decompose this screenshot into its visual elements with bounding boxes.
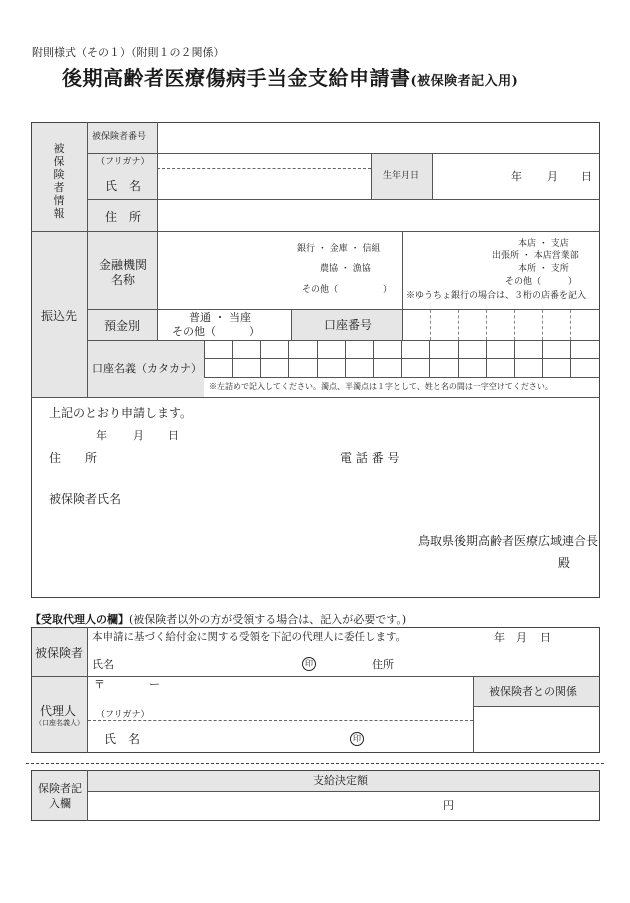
name-label: 氏 名 (105, 179, 142, 193)
declaration-day: 日 (168, 429, 179, 442)
line (87, 627, 88, 753)
agent-heading-note: (被保険者以外の方が受領する場合は、記入が必要です。) (129, 613, 407, 626)
kana-cell-divider (401, 340, 402, 377)
line (291, 309, 292, 340)
agent-furigana-label: （フリガナ） (96, 710, 150, 720)
kana-cell-divider (288, 340, 289, 377)
cut-line (26, 763, 604, 764)
branch-line3: 本所 ・ 支所 (518, 264, 569, 274)
kana-cell-divider (232, 340, 233, 377)
account-digit-divider (430, 310, 431, 340)
line (88, 791, 600, 792)
agent-sub-label: （口座名義人） (35, 719, 84, 727)
agent-heading-bold: 【受取代理人の欄】 (30, 613, 129, 626)
line (31, 397, 600, 398)
line (371, 153, 372, 199)
address-label: 住 所 (105, 210, 142, 224)
line (87, 122, 88, 397)
insurer-label (38, 781, 82, 811)
bank-types-line2: 農協 ・ 漁協 (320, 264, 371, 274)
account-digit-divider (570, 310, 571, 340)
deposit-label: 預金別 (104, 319, 141, 333)
branch-line4: その他（ ） (505, 277, 578, 287)
line (87, 770, 88, 821)
kana-cell-divider (458, 340, 459, 377)
kana-cell-divider (542, 340, 543, 377)
line (31, 676, 600, 677)
furigana-label: （フリガナ） (96, 157, 150, 167)
line (204, 340, 205, 377)
line (204, 358, 600, 359)
birth-month: 月 (547, 170, 558, 183)
kana-cell-divider (373, 340, 374, 377)
agent-heading (30, 614, 406, 625)
kana-cell-divider (260, 340, 261, 377)
insured-section-label: 被保険者情報 (53, 142, 65, 220)
bank-types-line1: 銀行 ・ 金庫 ・ 信組 (297, 244, 381, 254)
kana-cell-divider (345, 340, 346, 377)
agent-insured-label: 被保険者 (35, 646, 84, 660)
form-code: 附則様式（その１）（附則１の２関係） (32, 46, 225, 59)
relation-label: 被保険者との関係 (489, 685, 577, 698)
deposit-types-line2: その他（ ） (172, 325, 260, 338)
birth-day: 日 (581, 170, 592, 183)
bank-label (98, 258, 148, 288)
addressee: 鳥取県後期高齢者医療広域連合長 (418, 534, 599, 548)
yen-label: 円 (443, 799, 454, 812)
line (157, 122, 158, 340)
line (204, 377, 600, 378)
kana-cell-divider (429, 340, 430, 377)
yucho-note: ※ゆうちょ銀行の場合は、３桁の店番を記入 (406, 291, 587, 301)
page-title (62, 68, 518, 88)
delegation-text: 本申請に基づく給付金に関する受領を下記の代理人に委任します。 (92, 631, 407, 643)
title-main: 後期高齢者医療傷病手当金支給申請書 (62, 66, 411, 90)
honorific: 殿 (558, 556, 571, 570)
kana-cell-divider (514, 340, 515, 377)
birth-year: 年 (511, 170, 522, 183)
holder-note: ※左詰めで記入してください。濁点、半濁点は１字として、姓と名の間は一字空けてください。 (209, 382, 553, 391)
declaration-phone-label: 電 話 番 号 (340, 451, 400, 465)
line (31, 231, 600, 232)
declaration-text: 上記のとおり申請します。 (49, 406, 193, 420)
insurer-label-text: 保険者記入欄 (38, 782, 82, 810)
seal-icon: 印 (350, 732, 364, 746)
kana-cell-divider (317, 340, 318, 377)
declaration-address-label: 住 所 (49, 451, 98, 465)
branch-line2: 出張所 ・ 本店営業部 (492, 251, 579, 261)
line (88, 199, 600, 200)
agent-year: 年 (494, 631, 505, 644)
agent-insured-name-label: 氏名 (92, 658, 114, 671)
account-no-label: 口座番号 (324, 318, 373, 332)
line (402, 231, 403, 340)
line (88, 153, 600, 154)
deposit-types-line1: 普通 ・ 当座 (189, 311, 251, 324)
insured-number-label: 被保険者番号 (92, 132, 147, 142)
agent-day: 日 (540, 631, 551, 644)
declaration-name-label: 被保険者氏名 (49, 492, 122, 506)
branch-line1: 本店 ・ 支店 (518, 239, 569, 249)
declaration-month: 月 (133, 429, 144, 442)
kana-cell-divider (486, 340, 487, 377)
seal-icon: 印 (302, 657, 316, 671)
furigana-dash (157, 168, 371, 169)
birth-label: 生年月日 (383, 171, 420, 181)
agent-furigana-dash (88, 720, 473, 721)
bank-types-line3: その他（ ） (302, 285, 393, 295)
line (88, 340, 600, 341)
agent-month: 月 (516, 631, 527, 644)
agent-insured-address-label: 住所 (372, 658, 394, 671)
line (88, 309, 600, 310)
line (432, 153, 433, 199)
agent-label: 代理人 (40, 704, 77, 718)
account-digit-divider (486, 310, 487, 340)
holder-label: 口座名義（カタカナ） (92, 362, 202, 375)
line (473, 706, 600, 707)
title-suffix: (被保険者記入用) (410, 74, 519, 89)
kana-cell-divider (570, 340, 571, 377)
line (473, 676, 474, 753)
amount-label: 支給決定額 (313, 774, 368, 787)
account-digit-divider (514, 310, 515, 340)
account-digit-divider (458, 310, 459, 340)
declaration-year: 年 (96, 429, 107, 442)
transfer-section-label: 振込先 (41, 309, 78, 323)
account-digit-divider (542, 310, 543, 340)
agent-name-label: 氏 名 (104, 732, 141, 746)
postal-mark: 〒 ー (94, 678, 160, 691)
bank-label-text: 金融機関名称 (98, 258, 147, 287)
